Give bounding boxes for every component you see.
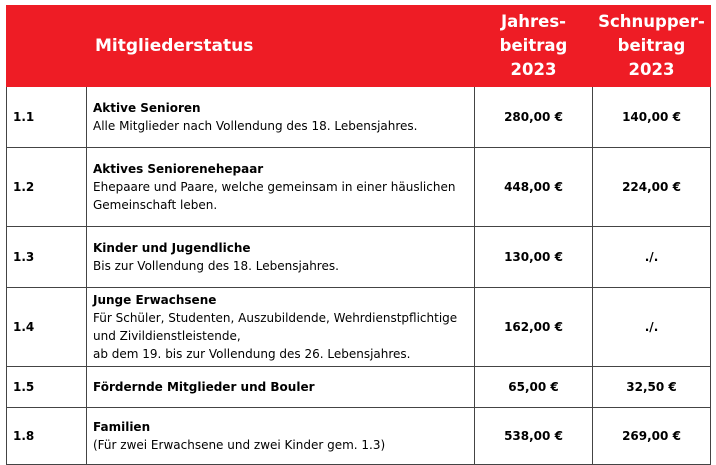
annual-fee-value: 538,00 € [475, 408, 593, 465]
row-detail-line: Für Schüler, Studenten, Auszubildende, Wehrdienstpflichtige [93, 311, 458, 325]
table-header-row [7, 6, 711, 87]
row-title: Fördernde Mitglieder und Bouler [93, 380, 315, 394]
table-row [7, 227, 711, 288]
trial-fee-value: 269,00 € [593, 408, 711, 465]
row-number: 1.1 [7, 87, 87, 148]
row-number: 1.8 [7, 408, 87, 465]
row-title: Junge Erwachsene [93, 293, 217, 307]
trial-fee-value: 224,00 € [593, 148, 711, 227]
header-annual-line1: Jahres- [500, 12, 567, 31]
row-detail-line: ab dem 19. bis zur Vollendung des 26. Lebensjahres. [93, 347, 411, 361]
header-annual-fee [475, 6, 593, 87]
row-description [87, 87, 475, 148]
annual-fee-value: 448,00 € [475, 148, 593, 227]
row-detail-line: und Zivildienstleistende, [93, 329, 241, 343]
row-detail-line: (Für zwei Erwachsene und zwei Kinder gem. 1.3) [93, 438, 386, 452]
row-number: 1.4 [7, 288, 87, 367]
table-row [7, 148, 711, 227]
membership-fee-table [6, 5, 711, 465]
header-annual-line3: 2023 [510, 60, 557, 79]
row-number: 1.2 [7, 148, 87, 227]
row-title: Familien [93, 420, 151, 434]
table-row [7, 288, 711, 367]
header-number-cell [7, 6, 87, 87]
trial-fee-value: ./. [593, 227, 711, 288]
trial-fee-value: 140,00 € [593, 87, 711, 148]
annual-fee-value: 65,00 € [475, 367, 593, 408]
table-row [7, 87, 711, 148]
header-status: Mitgliederstatus [87, 6, 475, 87]
annual-fee-value: 130,00 € [475, 227, 593, 288]
header-trial-line3: 2023 [628, 60, 675, 79]
row-number: 1.3 [7, 227, 87, 288]
row-description [87, 408, 475, 465]
fee-table-container [6, 5, 710, 451]
row-description [87, 367, 475, 408]
trial-fee-value: ./. [593, 288, 711, 367]
row-detail-line: Ehepaare und Paare, welche gemeinsam in einer häuslichen [93, 180, 456, 194]
row-description [87, 148, 475, 227]
header-trial-fee [593, 6, 711, 87]
trial-fee-value: 32,50 € [593, 367, 711, 408]
header-trial-line1: Schnupper- [598, 12, 705, 31]
row-title: Aktive Senioren [93, 101, 201, 115]
row-description [87, 227, 475, 288]
row-title: Kinder und Jugendliche [93, 241, 251, 255]
table-row [7, 408, 711, 465]
annual-fee-value: 280,00 € [475, 87, 593, 148]
header-trial-line2: beitrag [617, 36, 686, 55]
table-row [7, 367, 711, 408]
row-description [87, 288, 475, 367]
row-title: Aktives Seniorenehepaar [93, 162, 264, 176]
row-detail-line: Alle Mitglieder nach Vollendung des 18. Lebensjahres. [93, 119, 418, 133]
header-annual-line2: beitrag [499, 36, 568, 55]
row-number: 1.5 [7, 367, 87, 408]
row-detail-line: Gemeinschaft leben. [93, 198, 218, 212]
row-detail-line: Bis zur Vollendung des 18. Lebensjahres. [93, 259, 339, 273]
annual-fee-value: 162,00 € [475, 288, 593, 367]
